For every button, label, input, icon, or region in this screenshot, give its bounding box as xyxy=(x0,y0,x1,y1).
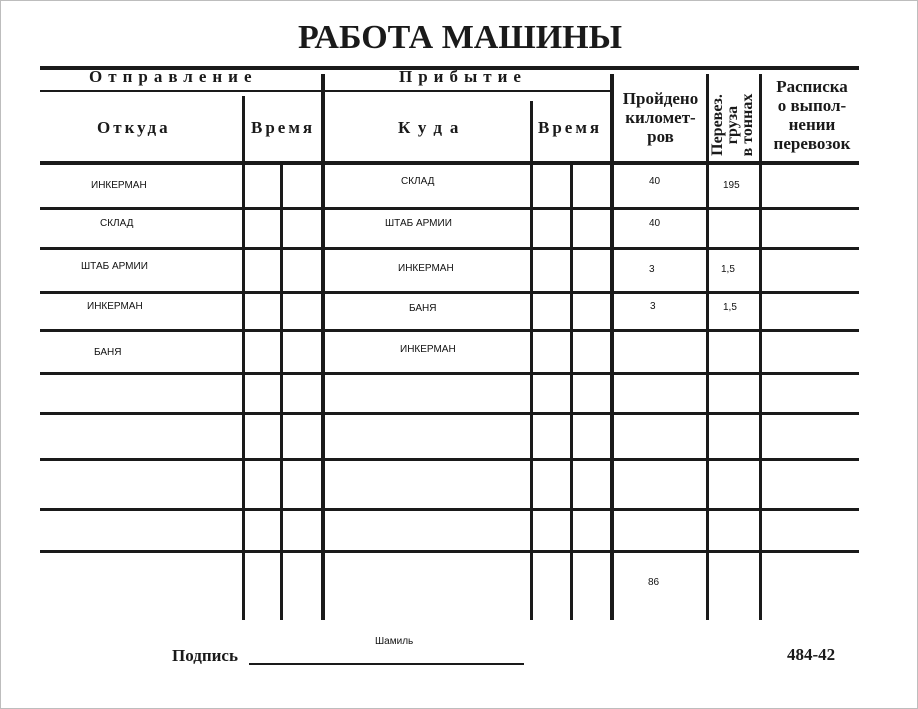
to-header: Куда xyxy=(398,118,467,137)
total-km: 86 xyxy=(648,577,660,588)
from-cell: БАНЯ xyxy=(94,347,122,358)
arrival-header: Прибытие xyxy=(399,67,527,86)
row-rule xyxy=(40,247,859,250)
group-rule-right xyxy=(324,90,613,92)
signature-name: Шамиль xyxy=(375,636,414,647)
from-cell: ИНКЕРМАН xyxy=(87,301,143,312)
from-cell: ИНКЕРМАН xyxy=(91,180,147,191)
km-header-line1: Пройдено xyxy=(622,89,699,108)
km-cell: 40 xyxy=(649,176,661,187)
km-header-line2: километ- xyxy=(625,108,696,127)
receipt-header xyxy=(763,77,861,153)
form-number: 484-42 xyxy=(787,645,836,664)
col-rule xyxy=(280,165,283,620)
row-rule xyxy=(40,412,859,415)
cargo-header xyxy=(710,85,756,165)
row-rule xyxy=(40,291,859,294)
km-header-line3: ров xyxy=(647,127,674,146)
receipt-header-line1: Расписка xyxy=(776,77,848,96)
cargo-header-line1: Перевез. xyxy=(709,94,726,156)
to-cell: ИНКЕРМАН xyxy=(400,344,456,355)
group-rule-left xyxy=(40,90,322,92)
col-rule xyxy=(530,101,533,620)
col-rule xyxy=(242,96,245,620)
from-header: Откуда xyxy=(97,118,171,137)
arr-time-header: Время xyxy=(538,118,603,137)
row-rule xyxy=(40,550,859,553)
from-cell: ШТАБ АРМИИ xyxy=(81,261,148,272)
col-rule xyxy=(570,165,573,620)
row-rule xyxy=(40,329,859,332)
to-cell: СКЛАД xyxy=(401,176,435,187)
page-title: РАБОТА МАШИНЫ xyxy=(298,19,622,56)
col-rule xyxy=(610,74,614,620)
km-cell: 40 xyxy=(649,218,661,229)
row-rule xyxy=(40,458,859,461)
cargo-header-line2: груза xyxy=(724,105,741,145)
from-cell: СКЛАД xyxy=(100,218,134,229)
cargo-header-line3: в тоннах xyxy=(739,93,756,157)
to-cell: ШТАБ АРМИИ xyxy=(385,218,452,229)
km-cell: 3 xyxy=(650,301,656,312)
signature-label: Подпись xyxy=(172,646,238,665)
col-rule xyxy=(706,74,709,620)
cargo-cell: 1,5 xyxy=(723,302,737,313)
departure-header: Отправление xyxy=(89,67,258,86)
signature-line xyxy=(249,663,524,665)
cargo-cell: 1,5 xyxy=(721,264,735,275)
to-cell: ИНКЕРМАН xyxy=(398,263,454,274)
receipt-header-line2: о выпол- xyxy=(777,96,847,115)
to-cell: БАНЯ xyxy=(409,303,437,314)
dep-time-header: Время xyxy=(251,118,316,137)
km-cell: 3 xyxy=(649,264,655,275)
col-rule xyxy=(759,74,762,620)
km-header xyxy=(614,89,707,146)
receipt-header-line3: нении xyxy=(788,115,836,134)
col-rule xyxy=(321,74,325,620)
cargo-cell: 195 xyxy=(723,180,740,191)
row-rule xyxy=(40,508,859,511)
row-rule xyxy=(40,372,859,375)
receipt-header-line4: перевозок xyxy=(773,134,851,153)
row-rule xyxy=(40,207,859,210)
